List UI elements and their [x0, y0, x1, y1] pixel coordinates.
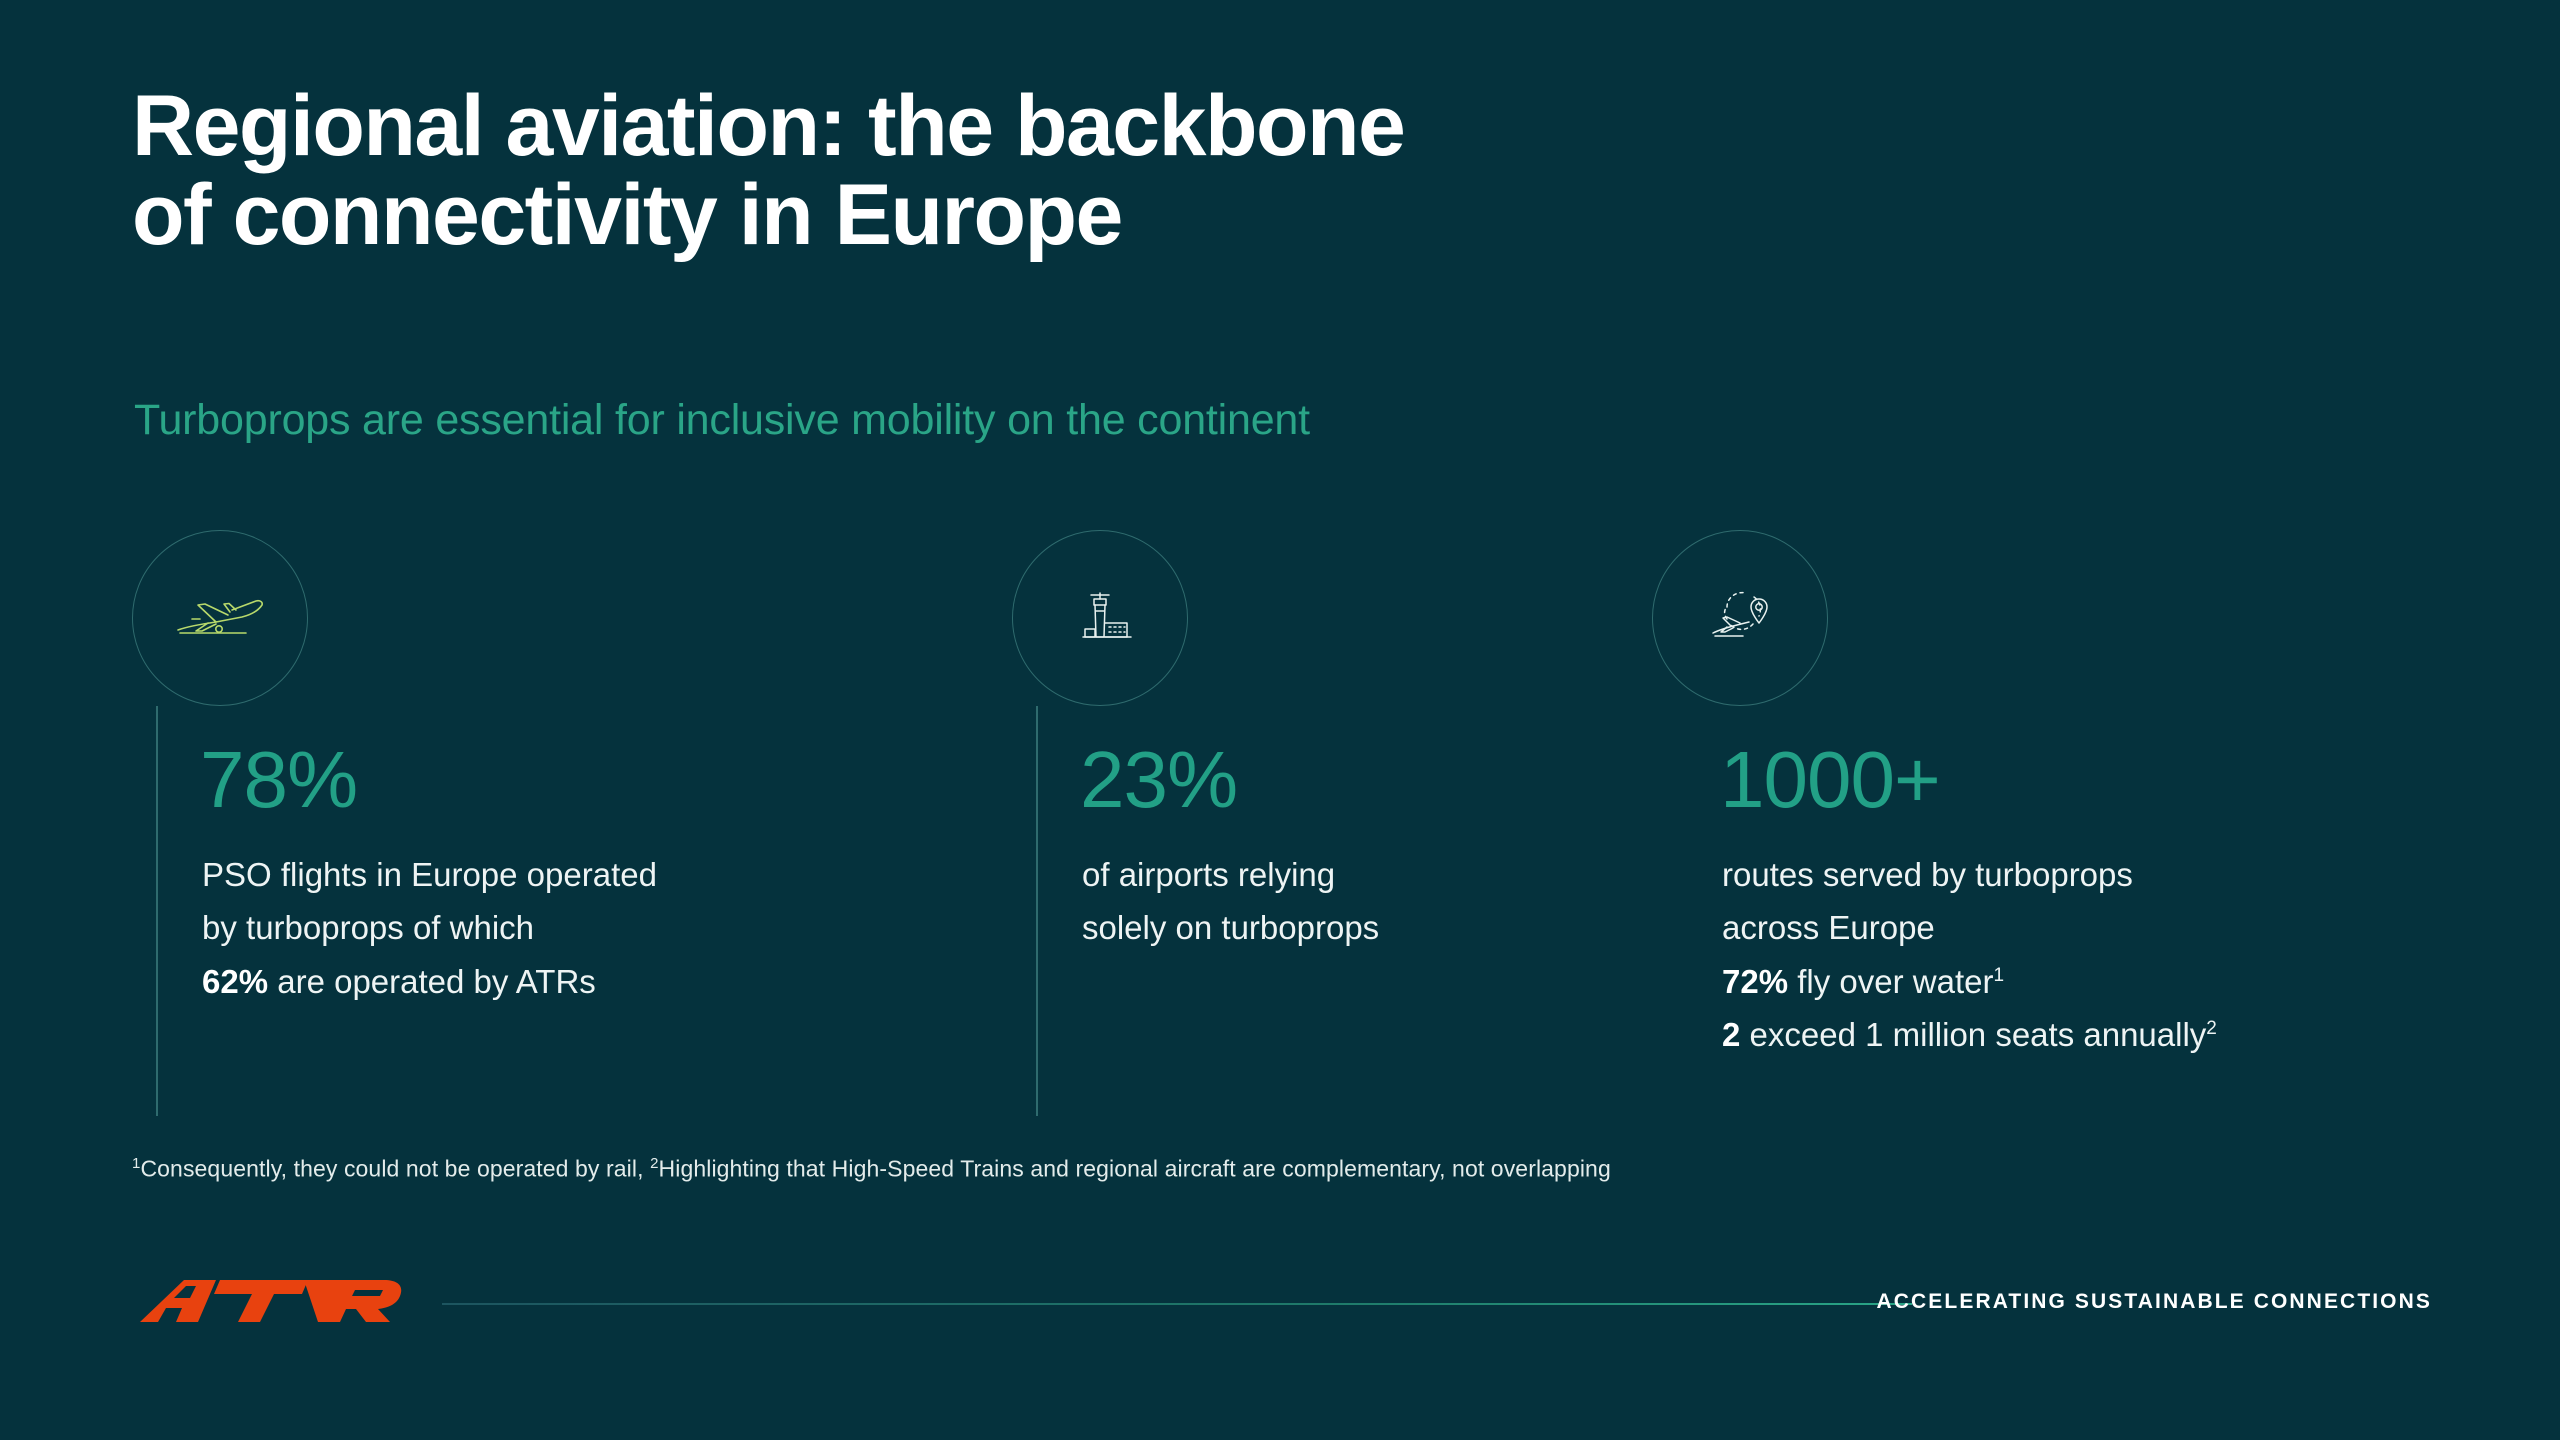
stat-3-line2: across Europe — [1722, 909, 1935, 947]
footnote-text-1: Consequently, they could not be operated by rail, — [140, 1155, 651, 1182]
stat-description-1 — [202, 848, 1002, 1008]
stat-2-line1: of airports relying — [1082, 856, 1336, 893]
page-title: Regional aviation: the backbone of connectivity in Europe — [132, 78, 1405, 263]
atr-logo — [132, 1274, 412, 1330]
stat-1-line3-rest: are operated by ATRs — [268, 962, 596, 1000]
stat-description-3 — [1722, 848, 2522, 1062]
stat-3-line1: routes served by turboprops — [1722, 856, 2133, 893]
column-divider-line-1 — [156, 706, 158, 1116]
stat-2-line2: solely on turboprops — [1082, 909, 1380, 947]
stats-row — [132, 530, 2462, 1100]
control-tower-icon — [1012, 530, 1188, 706]
footnote-marker-2: 2 — [650, 1155, 659, 1172]
stat-3-line4-footnote-ref: 2 — [2206, 1018, 2217, 1040]
footnote-text-2: Highlighting that High-Speed Trains and regional aircraft are complementary, not overlapping — [658, 1155, 1611, 1182]
footer — [132, 1270, 2432, 1340]
footer-divider — [442, 1303, 1912, 1305]
page-subtitle: Turboprops are essential for inclusive mobility on the continent — [134, 396, 1310, 444]
stat-3-line4-rest: exceed 1 million seats annually — [1740, 1016, 2207, 1054]
stat-number-2: 23% — [1080, 735, 1238, 824]
stat-number-1: 78% — [200, 735, 358, 824]
footer-tagline: ACCELERATING SUSTAINABLE CONNECTIONS — [1876, 1290, 2432, 1313]
footnote-marker-1: 1 — [132, 1155, 141, 1172]
stat-3-line3-footnote-ref: 1 — [1993, 964, 2005, 986]
stat-3-line3-bold: 72% — [1722, 962, 1789, 1000]
footnote — [132, 1155, 1611, 1183]
stat-3-line3-rest: fly over water — [1788, 962, 1994, 1000]
stat-1-line2: by turboprops of which — [202, 909, 535, 947]
airplane-icon — [132, 530, 308, 706]
stat-3-line4-bold: 2 — [1722, 1016, 1741, 1054]
stat-number-3: 1000+ — [1720, 735, 1940, 824]
stat-1-line1: PSO flights in Europe operated — [202, 856, 657, 893]
route-map-pin-icon — [1652, 530, 1828, 706]
column-divider-line-2 — [1036, 706, 1038, 1116]
stat-1-line3-bold: 62% — [202, 962, 269, 1000]
